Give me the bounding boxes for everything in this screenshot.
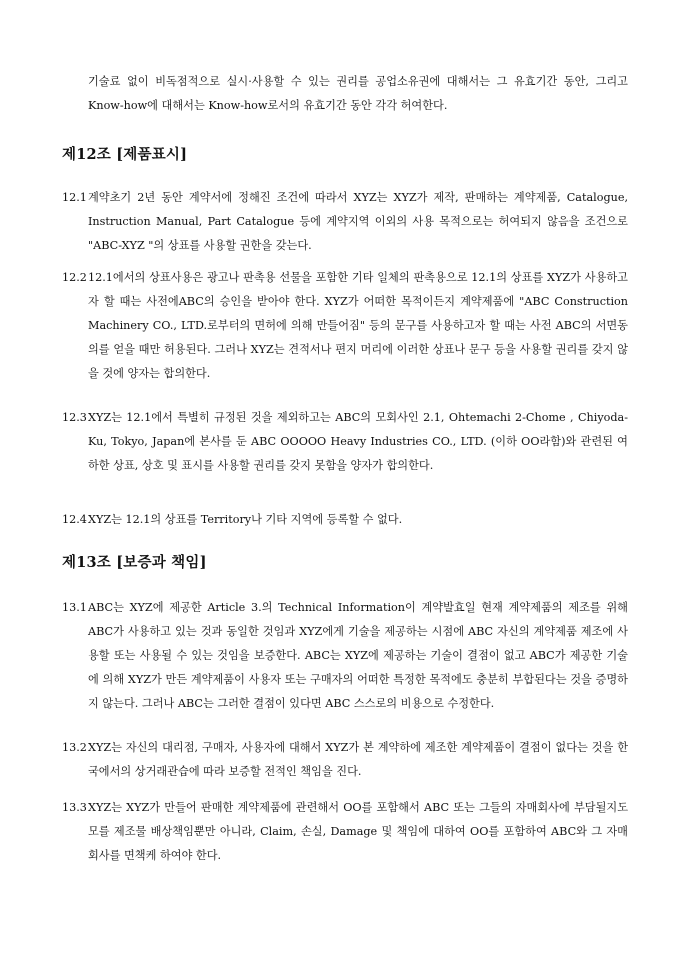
intro-paragraph: 기술료 없이 비독점적으로 실시·사용할 수 있는 권리를 공업소유권에 대해서는 그 유효기간 동안, 그리고 Know-how에 대해서는 Know-how로서의 유효기간 동안 각각 허여한다.	[88, 75, 628, 112]
clause-number: 13.3	[62, 801, 87, 814]
clause-12-4	[62, 508, 628, 532]
article-13-heading: 제13조 [보증과 책임]	[62, 554, 207, 571]
clause-13-1	[62, 596, 628, 716]
article-12-heading: 제12조 [제품표시]	[62, 146, 188, 163]
clause-number: 12.2	[62, 271, 87, 284]
clause-number: 12.3	[62, 411, 87, 424]
clause-13-3	[62, 796, 628, 868]
clause-number: 13.2	[62, 741, 87, 754]
clause-12-2	[62, 266, 628, 386]
clause-13-2	[62, 736, 628, 784]
clause-number: 12.4	[62, 513, 87, 526]
clause-text: XYZ는 자신의 대리점, 구매자, 사용자에 대해서 XYZ가 본 계약하에 제조한 계약제품이 결점이 없다는 것을 한국에서의 상거래관습에 따라 보증할 전적인 책임을 진다.	[88, 741, 628, 778]
clause-number: 12.1	[62, 191, 87, 204]
clause-text: XYZ는 12.1에서 특별히 규정된 것을 제외하고는 ABC의 모회사인 2.1, Ohtemachi 2-Chome , Chiyoda-Ku, Tokyo, Japan에 본사를 둔 ABC OOOOO Heavy Industries CO., LTD. (이하 OO라함)와 관련된 여하한 상표, 상호 및 표시를 사용할 권리를 갖지 못함을 양자가 합의한다.	[88, 411, 628, 472]
clause-text: 12.1에서의 상표사용은 광고나 판촉용 선물을 포함한 기타 일체의 판촉용으로 12.1의 상표를 XYZ가 사용하고자 할 때는 사전에ABC의 승인을 받아야 한다. XYZ가 어떠한 목적이든지 계약제품에 "ABC Construction Machinery CO., LTD.로부터의 면허에 의해 만들어짐" 등의 문구를 사용하고자 할 때는 사전 ABC의 서면동의를 얻을 때만 허용된다. 그러나 XYZ는 견적서나 편지 머리에 이러한 상표나 문구 등을 사용할 권리를 갖지 않을 것에 양자는 합의한다.	[88, 271, 628, 380]
clause-text: XYZ는 12.1의 상표를 Territory나 기타 지역에 등록할 수 없다.	[88, 513, 403, 526]
clause-number: 13.1	[62, 601, 87, 614]
clause-text: XYZ는 XYZ가 만들어 판매한 계약제품에 관련해서 OO를 포함해서 ABC 또는 그들의 자매회사에 부담될지도 모를 제조물 배상책임뿐만 아니라, Claim, 손실, Damage 및 책임에 대하여 OO를 포함하여 ABC와 그 자매회사를 면책케 하여야 한다.	[88, 801, 628, 862]
clause-12-3	[62, 406, 628, 478]
clause-12-1	[62, 186, 628, 258]
clause-text: 계약초기 2년 동안 계약서에 정해진 조건에 따라서 XYZ는 XYZ가 제작, 판매하는 계약제품, Catalogue, Instruction Manual, Part Catalogue 등에 계약지역 이외의 사용 목적으로는 허여되지 않음을 조건으로 "ABC-XYZ "의 상표를 사용할 권한을 갖는다.	[88, 191, 628, 252]
clause-text: ABC는 XYZ에 제공한 Article 3.의 Technical Information이 계약발효일 현재 계약제품의 제조를 위해 ABC가 사용하고 있는 것과 동일한 것임과 XYZ에게 기술을 제공하는 시점에 ABC 자신의 계약제품 제조에 사용할 또는 사용될 수 있는 것임을 보증한다. ABC는 XYZ에 제공하는 기술이 결점이 없고 ABC가 제공한 기술에 의해 XYZ가 만든 계약제품이 사용자 또는 구매자의 어떠한 특정한 목적에도 충분히 부합된다는 것을 증명하지 않는다. 그러나 ABC는 그러한 결점이 있다면 ABC 스스로의 비용으로 수정한다.	[88, 601, 628, 710]
